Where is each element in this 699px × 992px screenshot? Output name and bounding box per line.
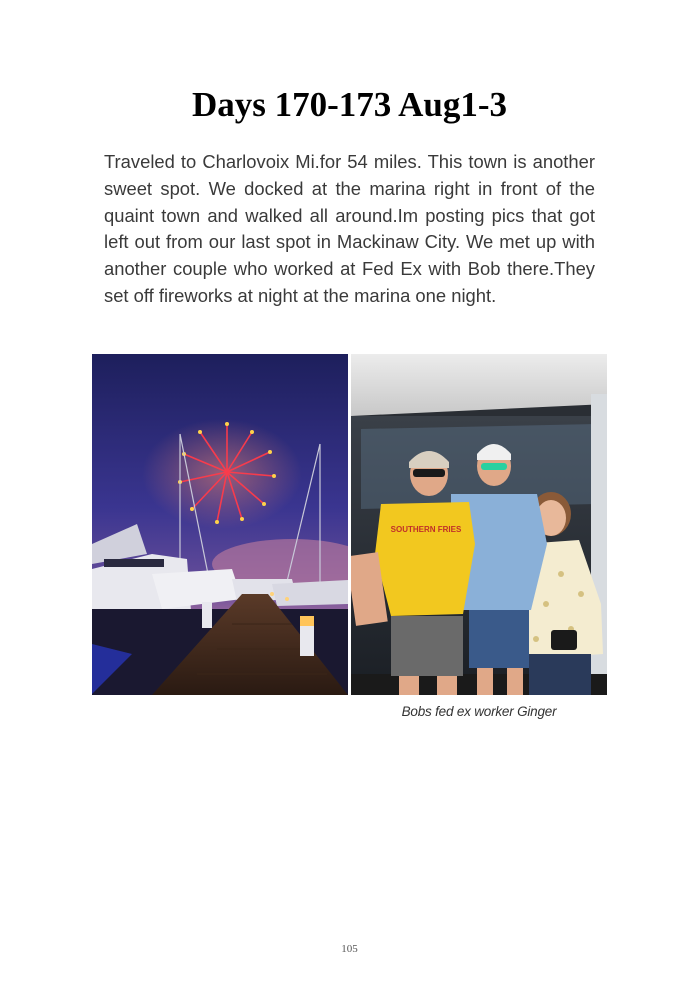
people-photo-illustration <box>351 354 607 695</box>
page-number: 105 <box>341 943 358 955</box>
people-on-boat-photo <box>351 354 607 695</box>
body-paragraph: Traveled to Charlovoix Mi.for 54 miles. This town is another sweet spot. We docked at the marina right in front of the quaint town and walked all around.Im posting pics that got left out from our last spot in Mackinaw City. We met up with another couple who worked at Fed Ex with Bob there.They set off fireworks at night at the marina one night. <box>104 151 595 306</box>
photo-caption: Bobs fed ex worker Ginger <box>401 704 557 719</box>
shirt-text: SOUTHERN FRIES <box>390 525 462 534</box>
fireworks-photo-illustration <box>92 354 348 695</box>
fireworks-marina-photo <box>92 354 348 695</box>
page-title: Days 170-173 Aug1-3 <box>191 85 508 124</box>
